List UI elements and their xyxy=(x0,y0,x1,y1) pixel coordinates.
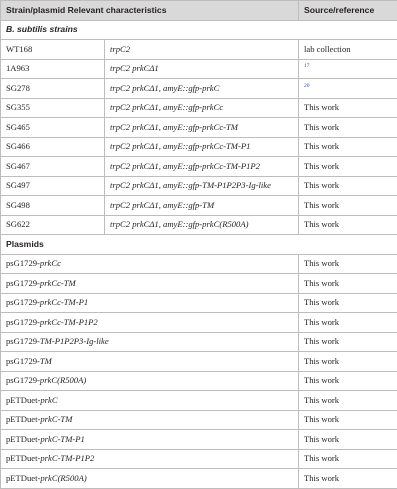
plasmid-insert: prkC-TM xyxy=(40,414,72,424)
strain-characteristics: trpC2 prkCΔ1, amyE::gfp-TM-P1P2P3-Ig-like xyxy=(105,176,299,196)
plasmid-source: This work xyxy=(299,410,397,430)
strain-name: 1A963 xyxy=(1,59,105,79)
strain-name: SG497 xyxy=(1,176,105,196)
plasmid-source: This work xyxy=(299,371,397,391)
plasmid-name xyxy=(1,274,299,294)
section-title-plasmids: Plasmids xyxy=(1,235,397,255)
plasmid-insert: prkCc-TM-P1P2 xyxy=(40,317,98,327)
plasmid-insert: prkC(R500A) xyxy=(40,473,86,483)
plasmid-source: This work xyxy=(299,293,397,313)
strain-source: lab collection xyxy=(299,40,397,60)
strain-name: SG278 xyxy=(1,79,105,99)
plasmid-name xyxy=(1,352,299,372)
plasmid-row xyxy=(1,391,397,411)
section-row-plasmids xyxy=(1,235,397,255)
strain-name: SG498 xyxy=(1,196,105,216)
strain-name: WT168 xyxy=(1,40,105,60)
strain-characteristics: trpC2 prkCΔ1 xyxy=(105,59,299,79)
plasmid-backbone: psG1729- xyxy=(6,356,40,366)
strain-source: This work xyxy=(299,196,397,216)
strain-source: This work xyxy=(299,118,397,138)
strain-characteristics: trpC2 xyxy=(105,40,299,60)
strain-source xyxy=(299,59,397,79)
strain-source: This work xyxy=(299,137,397,157)
strain-source: This work xyxy=(299,176,397,196)
plasmid-name xyxy=(1,293,299,313)
strain-characteristics: trpC2 prkCΔ1, amyE::gfp-prkCc-TM-P1 xyxy=(105,137,299,157)
strain-source: This work xyxy=(299,157,397,177)
strains-section-label: B. subtilis strains xyxy=(6,24,78,34)
plasmid-name xyxy=(1,430,299,450)
plasmid-row xyxy=(1,332,397,352)
strain-row xyxy=(1,157,397,177)
plasmid-backbone: pETDuet- xyxy=(6,434,40,444)
plasmid-name xyxy=(1,371,299,391)
plasmid-name xyxy=(1,449,299,469)
plasmid-row xyxy=(1,371,397,391)
strain-characteristics: trpC2 prkCΔ1, amyE::gfp-TM xyxy=(105,196,299,216)
strain-characteristics: trpC2 prkCΔ1, amyE::gfp-prkCc xyxy=(105,98,299,118)
strain-row xyxy=(1,176,397,196)
plasmid-insert: TM-P1P2P3-Ig-like xyxy=(40,336,109,346)
plasmid-row xyxy=(1,430,397,450)
strain-characteristics: trpC2 prkCΔ1, amyE::gfp-prkC xyxy=(105,79,299,99)
strain-row xyxy=(1,98,397,118)
plasmid-backbone: psG1729- xyxy=(6,297,40,307)
plasmid-name xyxy=(1,469,299,489)
plasmid-row xyxy=(1,293,397,313)
strain-row xyxy=(1,215,397,235)
strain-name: SG622 xyxy=(1,215,105,235)
plasmid-name xyxy=(1,391,299,411)
plasmid-name xyxy=(1,332,299,352)
plasmid-backbone: psG1729- xyxy=(6,375,40,385)
plasmid-backbone: pETDuet- xyxy=(6,473,40,483)
plasmid-row xyxy=(1,352,397,372)
strain-name: SG465 xyxy=(1,118,105,138)
reference-link[interactable]: 17 xyxy=(304,63,310,69)
strain-characteristics: trpC2 prkCΔ1, amyE::gfp-prkCc-TM xyxy=(105,118,299,138)
plasmid-insert: prkCc xyxy=(40,258,61,268)
strain-source: This work xyxy=(299,98,397,118)
plasmid-source: This work xyxy=(299,391,397,411)
header-source-reference: Source/reference xyxy=(299,1,397,21)
strain-source xyxy=(299,79,397,99)
plasmid-source: This work xyxy=(299,332,397,352)
plasmid-name xyxy=(1,410,299,430)
plasmid-insert: prkC-TM-P1 xyxy=(40,434,84,444)
plasmid-row xyxy=(1,313,397,333)
section-title-strains xyxy=(1,20,397,40)
plasmid-row xyxy=(1,254,397,274)
plasmid-source: This work xyxy=(299,274,397,294)
plasmid-insert: prkC-TM-P1P2 xyxy=(40,453,94,463)
plasmid-backbone: pETDuet- xyxy=(6,414,40,424)
strain-characteristics: trpC2 prkCΔ1, amyE::gfp-prkC(R500A) xyxy=(105,215,299,235)
plasmid-row xyxy=(1,469,397,489)
plasmid-backbone: psG1729- xyxy=(6,278,40,288)
plasmid-name xyxy=(1,254,299,274)
plasmid-insert: prkCc-TM-P1 xyxy=(40,297,88,307)
plasmid-source: This work xyxy=(299,254,397,274)
plasmid-backbone: psG1729- xyxy=(6,258,40,268)
plasmid-backbone: pETDuet- xyxy=(6,395,40,405)
strain-row xyxy=(1,196,397,216)
strain-characteristics: trpC2 prkCΔ1, amyE::gfp-prkCc-TM-P1P2 xyxy=(105,157,299,177)
section-row-strains xyxy=(1,20,397,40)
strain-row xyxy=(1,40,397,60)
plasmid-source: This work xyxy=(299,449,397,469)
plasmid-source: This work xyxy=(299,352,397,372)
strain-row xyxy=(1,118,397,138)
strain-row xyxy=(1,59,397,79)
plasmid-source: This work xyxy=(299,430,397,450)
plasmid-backbone: psG1729- xyxy=(6,317,40,327)
header-strain-characteristics: Strain/plasmid Relevant characteristics xyxy=(1,1,299,21)
plasmid-source: This work xyxy=(299,313,397,333)
reference-link[interactable]: 20 xyxy=(304,83,310,89)
plasmid-insert: prkC(R500A) xyxy=(40,375,86,385)
plasmid-source: This work xyxy=(299,469,397,489)
plasmid-insert: prkCc-TM xyxy=(40,278,76,288)
strain-source: This work xyxy=(299,215,397,235)
plasmid-row xyxy=(1,449,397,469)
strain-row xyxy=(1,137,397,157)
plasmid-insert: prkC xyxy=(40,395,57,405)
table-header-row xyxy=(1,1,397,21)
strain-name: SG467 xyxy=(1,157,105,177)
plasmid-insert: TM xyxy=(40,356,52,366)
plasmid-row xyxy=(1,410,397,430)
strain-row xyxy=(1,79,397,99)
plasmid-backbone: pETDuet- xyxy=(6,453,40,463)
strain-name: SG355 xyxy=(1,98,105,118)
plasmid-row xyxy=(1,274,397,294)
plasmid-name xyxy=(1,313,299,333)
strain-name: SG466 xyxy=(1,137,105,157)
plasmid-backbone: psG1729- xyxy=(6,336,40,346)
